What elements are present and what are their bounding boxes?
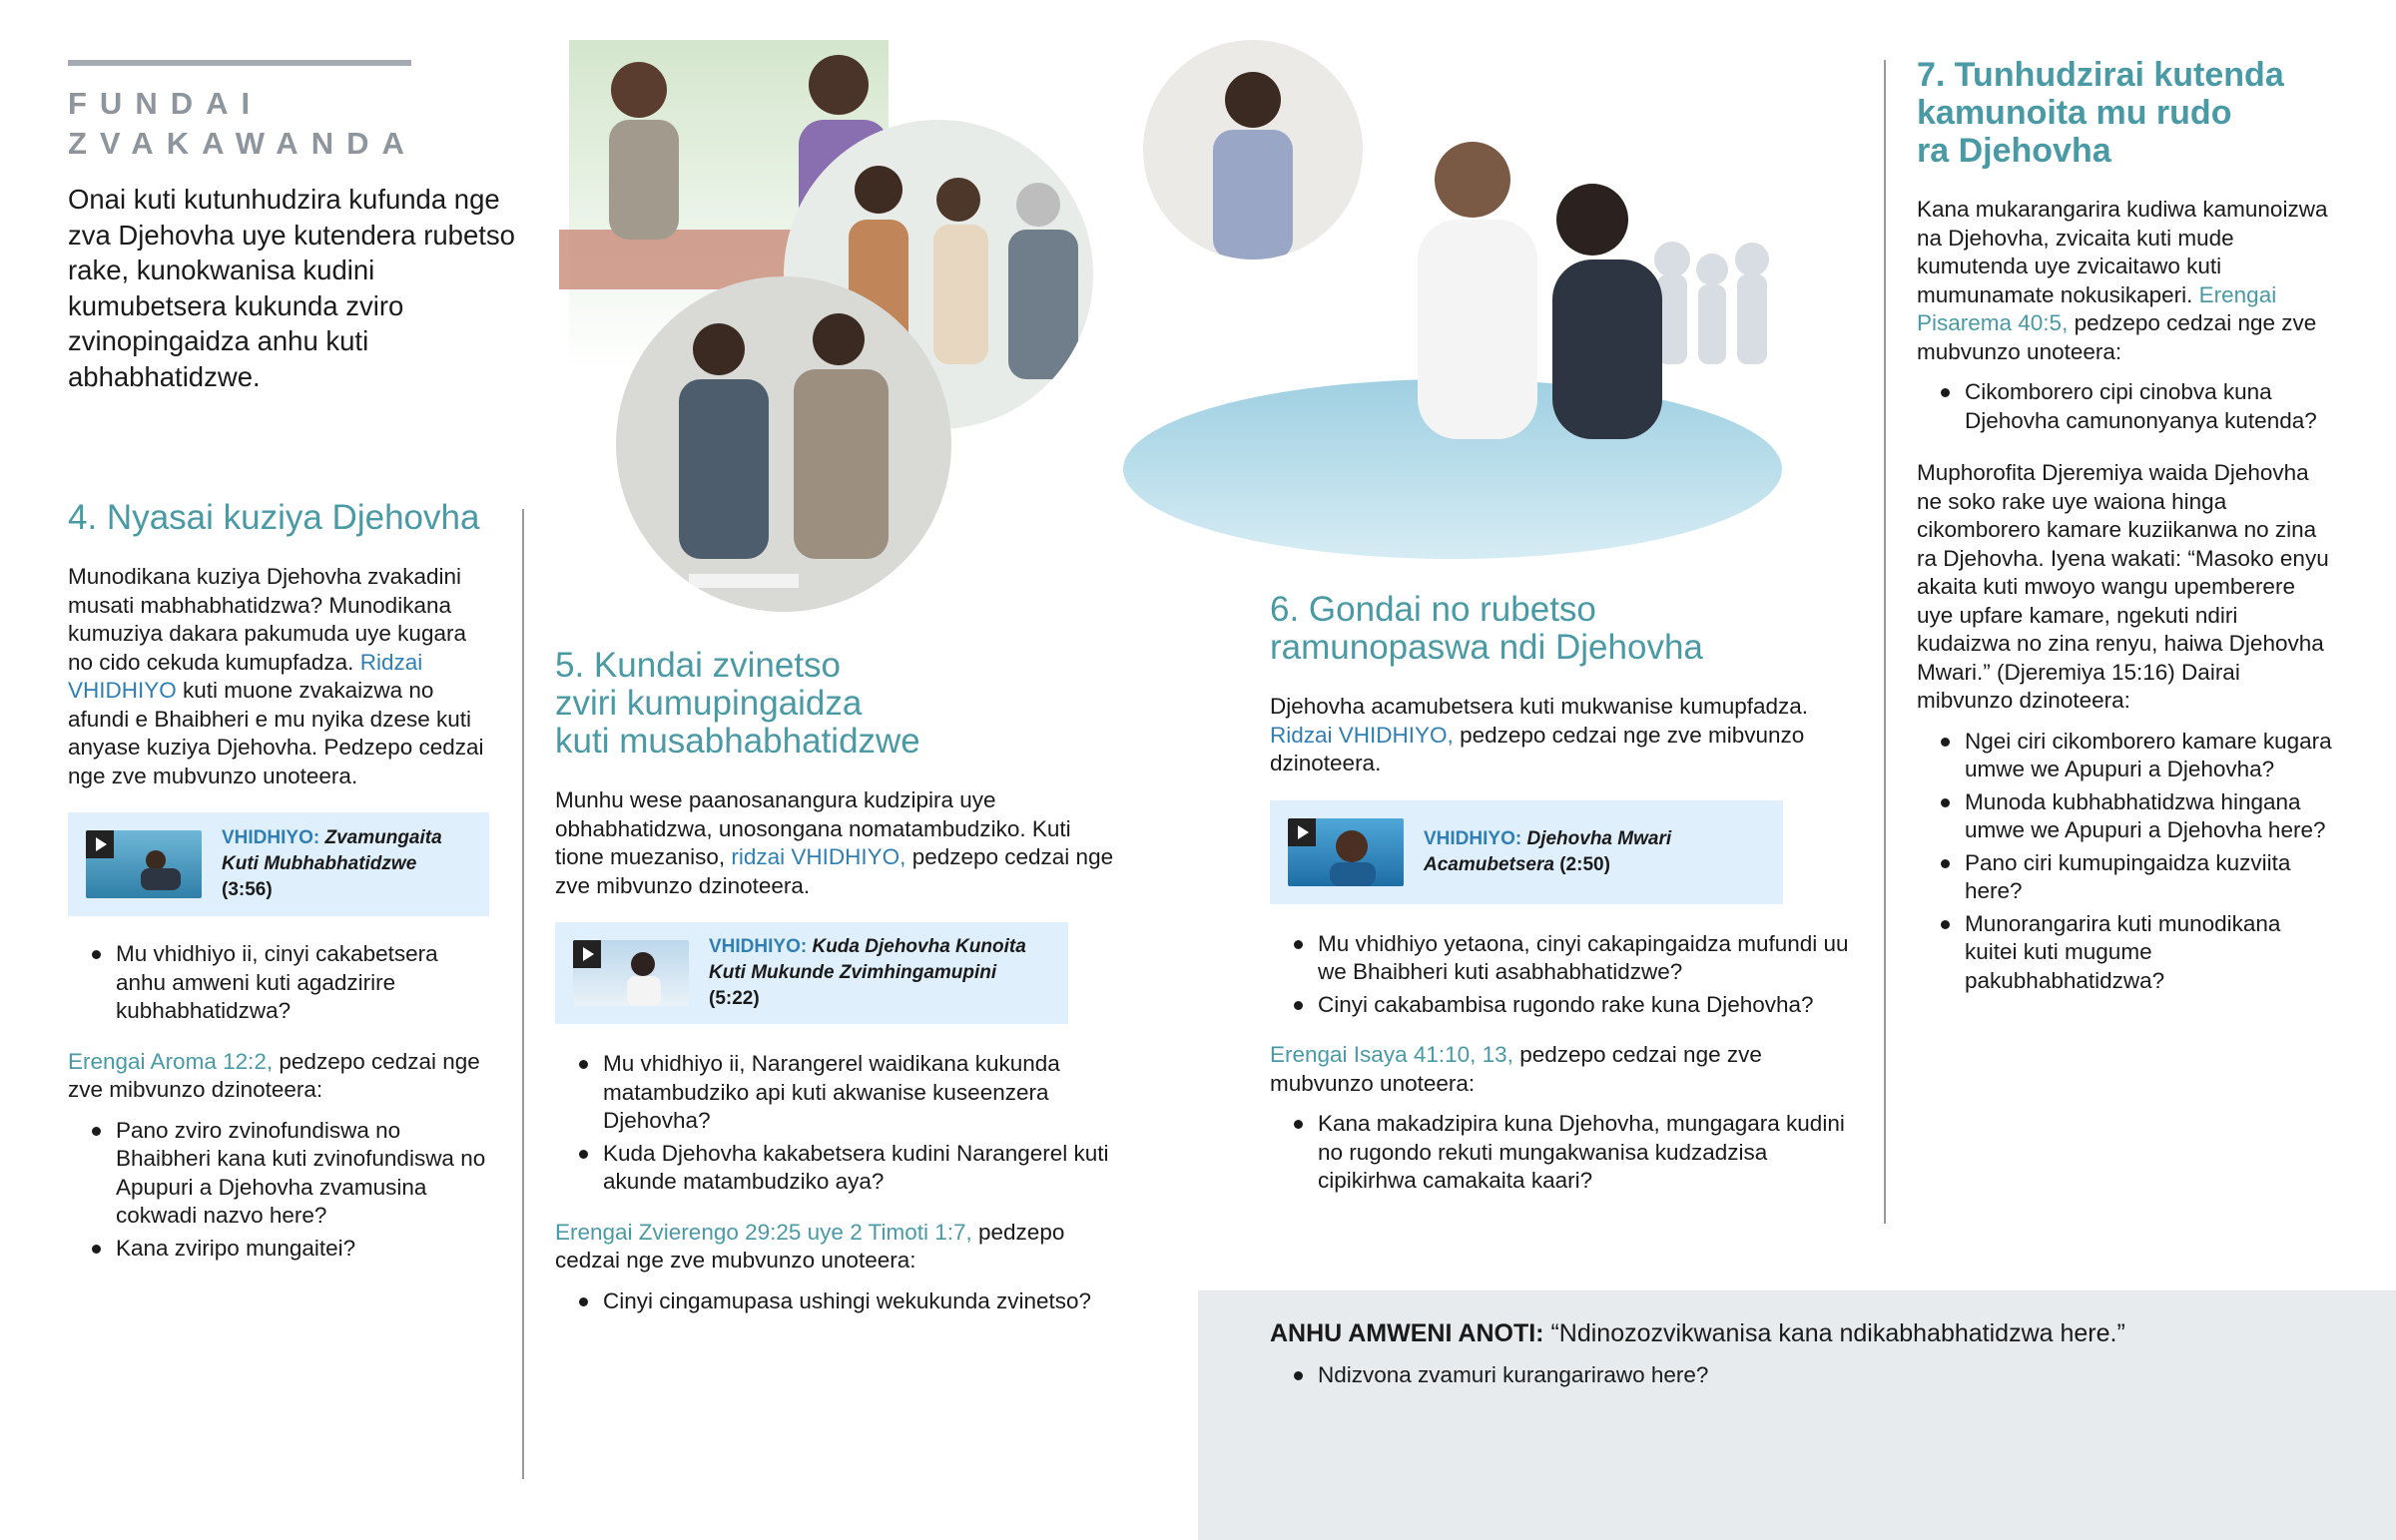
video-link[interactable]: Ridzai VHIDHIYO, [1270,722,1454,748]
list-item: Cinyi cingamupasa ushingi wekukunda zvinetso? [555,1287,1124,1316]
video-label: VHIDHIYO: Kuda Djehovha Kunoita Kuti Mukunde Zvimhingamupini (5:22) [709,936,1026,1009]
video-card[interactable] [1270,800,1783,904]
section-7-paragraph-2: Muphorofita Djeremiya waida Djehovha ne soko rake uye waiona hinga cikomborero kamare kuziikanwa no zina ra Djehovha. Iyena wakati: “Masoko enyu akaita kuti mwoyo wangu upemberere uye upfare kamare, ngekuti ndiri kudaizwa no zina renyu, haiwa Djehovha Mwari.” (Djeremiya 15:16) Dairai mibvunzo dzinoteera: [1917,460,2329,713]
section-7 [1917,56,2336,999]
list-item: Munorangarira kuti munodikana kuitei kuti mugume pakubhabhatidzwa? [1917,910,2336,996]
section-4-questions-2 [68,1117,487,1264]
list-item: Cinyi cakabambisa rugondo rake kuna Djehovha? [1270,991,1859,1020]
video-thumbnail[interactable] [1288,818,1404,886]
list-item: Mu vhidhiyo ii, cinyi cakabetsera anhu amweni kuti agadzirire kubhabhatidzwa? [68,940,487,1026]
list-item: Mu vhidhiyo ii, Narangerel waidikana kukunda matambudziko api kuti akwanise kuseenzera Djehovha? [555,1050,1124,1136]
section-5-questions-2 [555,1287,1124,1316]
list-item: Pano ciri kumupingaidza kuzviita here? [1917,849,2336,906]
intro-text: Onai kuti kutunhudzira kufunda nge zva Djehovha uye kutendera rubetso rake, kunokwanisa kudini kumubetsera kukunda zviro zvinopingaidza anhu kuti abhabhatidzwe. [68,184,515,392]
section-5-heading: 5. Kundai zvinetso zviri kumupingaidza kuti musabhabhatidzwe [555,646,920,761]
video-label: VHIDHIYO: Djehovha Mwari Acamubetsera (2:50) [1424,827,1672,875]
video-thumbnail[interactable] [86,830,202,898]
section-5-reference: Erengai Zvierengo 29:25 uye 2 Timoti 1:7, pedzepo cedzai nge zve mubvunzo unoteera: [555,1219,1065,1273]
scripture-link[interactable]: Erengai Isaya 41:10, 13, [1270,1042,1513,1067]
column-divider-2 [1884,60,1886,1224]
illustration-baptism [1073,30,1792,589]
video-thumbnail-image [86,830,202,898]
video-card[interactable] [68,812,489,916]
video-card[interactable] [555,922,1068,1024]
others-say [1270,1317,2368,1394]
list-item: Ndizvona zvamuri kurangarirawo here? [1270,1361,2368,1390]
list-item: Munoda kubhabhatidzwa hingana umwe we Apupuri a Djehovha here? [1917,788,2336,845]
section-4-heading: 4. Nyasai kuziya Djehovha [68,498,480,537]
section-6-questions-1 [1270,930,1859,1020]
section-5 [555,647,1124,1319]
others-say-questions [1270,1361,2368,1390]
intro-rule [68,60,411,66]
video-link[interactable]: Ridzai VHIDHIYO [68,649,423,703]
video-thumbnail-image [573,940,689,1006]
section-7-questions-1 [1917,378,2336,435]
section-4-questions-1 [68,940,487,1026]
section-6 [1270,591,1859,1200]
section-5-questions-1 [555,1050,1124,1197]
others-say-quote: ANHU AMWENI ANOTI: “Ndinozozvikwanisa kana ndikabhabhatidzwa here.” [1270,1319,2125,1347]
scripture-link[interactable]: Erengai Zvierengo 29:25 uye 2 Timoti 1:7, [555,1219,972,1245]
video-link[interactable]: ridzai VHIDHIYO, [731,844,906,869]
section-6-reference: Erengai Isaya 41:10, 13, pedzepo cedzai nge zve mubvunzo unoteera: [1270,1042,1762,1096]
video-label: VHIDHIYO: Zvamungaita Kuti Mubhabhatidzwe (3:56) [222,827,442,900]
list-item: Cikomborero cipi cinobva kuna Djehovha camunonyanya kutenda? [1917,378,2336,435]
section-7-paragraph-1: Kana mukarangarira kudiwa kamunoizwa na Djehovha, zvicaita kuti mude kumutenda uye zvicaitawo kuti mumunamate nokusikaperi. Erengai Pisarema 40:5, pedzepo cedzai nge zve mubvunzo unoteera: [1917,197,2328,364]
video-thumbnail[interactable] [573,940,689,1006]
section-7-questions-2 [1917,728,2336,996]
scripture-link[interactable]: Erengai Aroma 12:2, [68,1048,274,1074]
section-6-heading: 6. Gondai no rubetso ramunopaswa ndi Djehovha [1270,590,1703,667]
section-6-questions-2 [1270,1110,1859,1196]
section-4 [68,499,487,1267]
scripture-link[interactable]: Erengai Pisarema 40:5, [1917,281,2277,335]
list-item: Mu vhidhiyo yetaona, cinyi cakapingaidza mufundi uu we Bhaibheri kuti asabhabhatidzwe? [1270,930,1859,987]
intro-title-line1: FUNDAI [68,86,264,121]
column-divider-1 [522,509,524,1479]
list-item: Pano zviro zvinofundiswa no Bhaibheri kana kuti zvinofundiswa no Apupuri a Djehovha zvamusina cokwadi nazvo here? [68,1117,487,1231]
list-item: Ngei ciri cikomborero kamare kugara umwe we Apupuri a Djehovha? [1917,728,2336,784]
section-7-heading: 7. Tunhudzirai kutenda kamunoita mu rudo ra Djehovha [1917,56,2284,170]
list-item: Kana makadzipira kuna Djehovha, mungagara kudini no rugondo rekuti mungakwanisa kudzadzisa cipikirhwa camakaita kaari? [1270,1110,1859,1196]
list-item: Kuda Djehovha kakabetsera kudini Narangerel kuti akunde matambudziko aya? [555,1140,1124,1197]
section-4-paragraph: Munodikana kuziya Djehovha zvakadini musati mabhabhatidzwa? Munodikana kumuziya dakara pakumuda uye kugara no cido cekuda kumupfadza. Ridzai VHIDHIYO kuti muone zvakaizwa no afundi e Bhaibheri e mu nyika dzese kuti anyase kuziya Djehovha. Pedzepo cedzai nge zve mubvunzo unoteera. [68,564,484,788]
video-thumbnail-image [1288,818,1404,886]
section-4-reference: Erengai Aroma 12:2, pedzepo cedzai nge zve mibvunzo dzinoteera: [68,1048,480,1102]
intro-title-line2: ZVAKAWANDA [68,126,417,161]
list-item: Kana zviripo mungaitei? [68,1235,487,1264]
section-5-paragraph: Munhu wese paanosanangura kudzipira uye obhabhatidzwa, unosongana nomatambudziko. Kuti tione muezaniso, ridzai VHIDHIYO, pedzepo cedzai nge zve mibvunzo dzinoteera. [555,787,1114,898]
section-6-paragraph: Djehovha acamubetsera kuti mukwanise kumupfadza. Ridzai VHIDHIYO, pedzepo cedzai nge zve mibvunzo dzinoteera. [1270,694,1809,775]
intro-title [68,84,467,164]
